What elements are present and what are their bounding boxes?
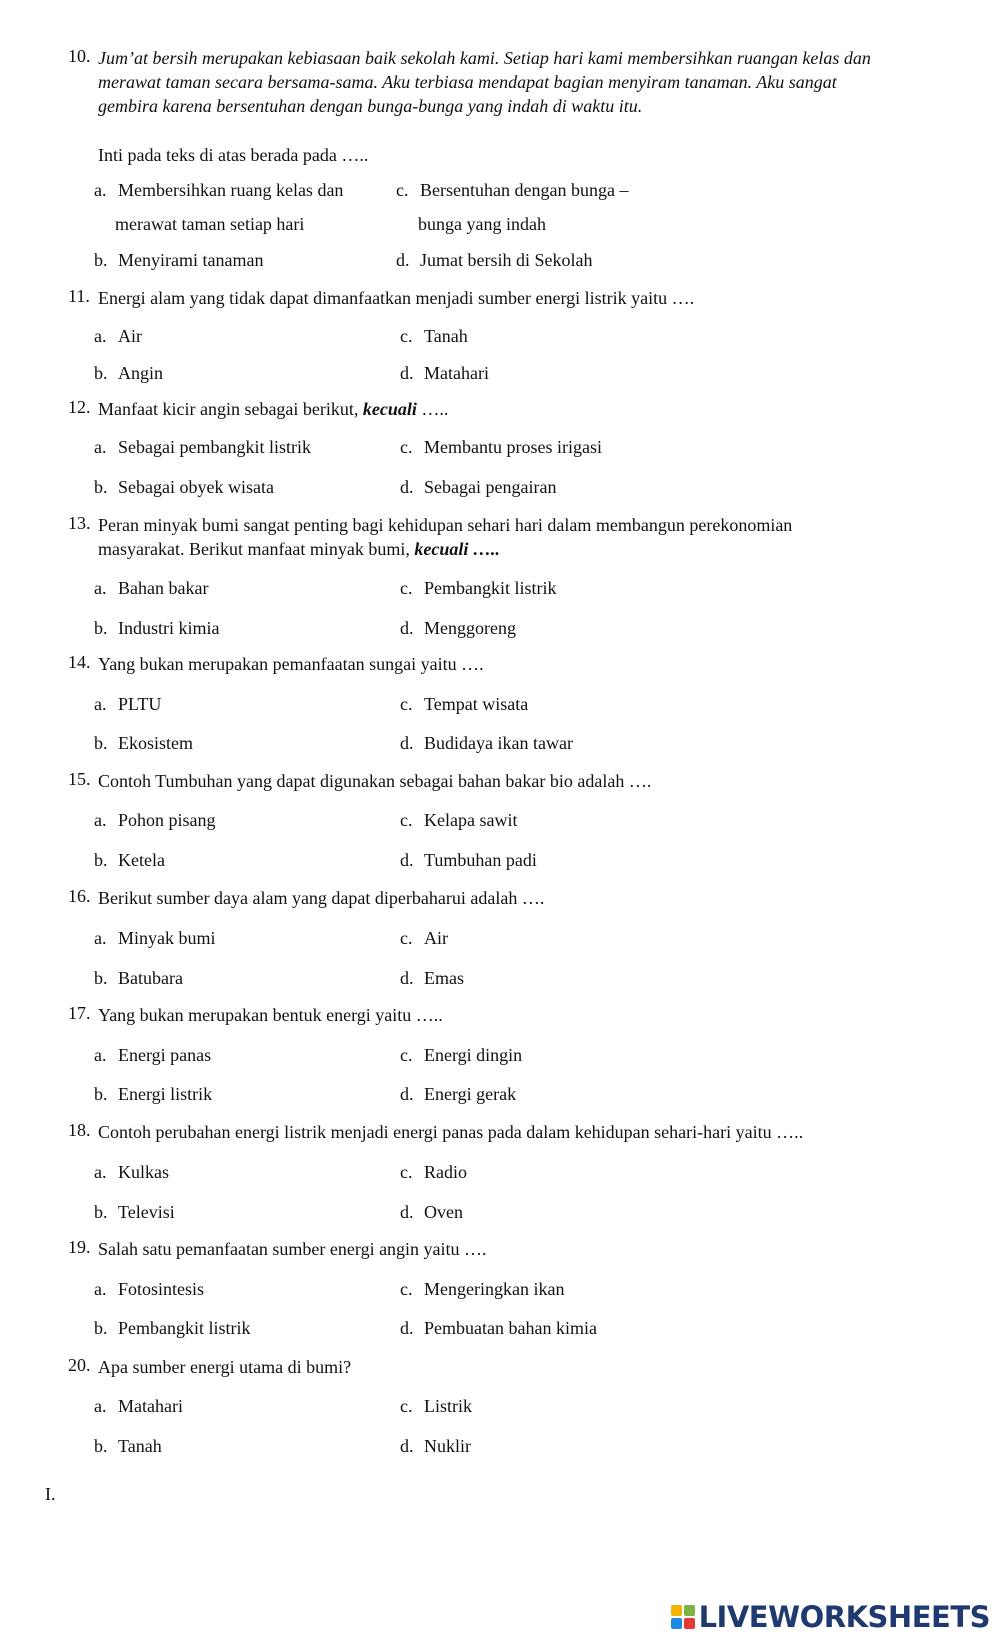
option-letter: b. xyxy=(94,1436,108,1456)
option-d xyxy=(400,1084,516,1105)
logo-text: LIVEWORKSHEETS xyxy=(698,1600,990,1634)
option-letter: c. xyxy=(400,694,413,714)
question-text-part: masyarakat. Berikut manfaat minyak bumi, xyxy=(98,539,415,559)
option-d xyxy=(400,733,573,754)
question-prompt: Inti pada teks di atas berada pada ….. xyxy=(98,145,369,165)
option-c xyxy=(400,1045,522,1066)
option-text: Mengeringkan ikan xyxy=(424,1279,565,1299)
question-text: Apa sumber energi utama di bumi? xyxy=(98,1357,352,1377)
option-letter: d. xyxy=(400,1318,414,1338)
option-a xyxy=(94,694,161,715)
option-d xyxy=(400,363,489,384)
option-text: Bahan bakar xyxy=(118,578,209,598)
option-b xyxy=(94,968,183,989)
question-text: Berikut sumber daya alam yang dapat diperbaharui adalah …. xyxy=(98,888,545,908)
emphasis-text: kecuali ….. xyxy=(414,539,500,559)
option-letter: d. xyxy=(400,477,414,497)
logo-square xyxy=(684,1618,695,1629)
option-letter: c. xyxy=(400,928,413,948)
liveworksheets-logo xyxy=(671,1600,990,1634)
option-text: Kulkas xyxy=(118,1162,169,1182)
option-b xyxy=(94,250,263,271)
question-text-line: Jum’at bersih merupakan kebiasaan baik sekolah kami. Setiap hari kami membersihkan ruangan kelas dan xyxy=(98,48,871,68)
option-b xyxy=(94,477,274,498)
option-a xyxy=(94,437,311,458)
option-c xyxy=(396,180,628,201)
option-c-continued: bunga yang indah xyxy=(418,214,546,234)
option-d xyxy=(400,968,464,989)
option-letter: c. xyxy=(400,810,413,830)
option-text: Membersihkan ruang kelas dan xyxy=(118,180,344,200)
option-letter: b. xyxy=(94,1202,108,1222)
option-d xyxy=(396,250,592,271)
option-text: Energi listrik xyxy=(118,1084,213,1104)
option-text: Energi dingin xyxy=(424,1045,523,1065)
option-letter: a. xyxy=(94,578,107,598)
option-text: Pembangkit listrik xyxy=(424,578,557,598)
option-c xyxy=(400,437,602,458)
question-text-part: ….. xyxy=(416,399,449,419)
option-letter: a. xyxy=(94,1396,107,1416)
option-letter: c. xyxy=(400,1396,413,1416)
option-text: Kelapa sawit xyxy=(424,810,518,830)
question-text-part: Manfaat kicir angin sebagai berikut, xyxy=(98,399,363,419)
option-c xyxy=(400,694,528,715)
question-number: 16. xyxy=(68,886,91,906)
logo-square xyxy=(684,1605,695,1616)
option-a xyxy=(94,928,216,949)
question-text-line: merawat taman secara bersama-sama. Aku terbiasa mendapat bagian menyiram tanaman. Aku sangat xyxy=(98,72,837,92)
option-d xyxy=(400,477,556,498)
option-letter: b. xyxy=(94,968,108,988)
option-b xyxy=(94,1318,251,1339)
option-text: Nuklir xyxy=(424,1436,471,1456)
option-text: Air xyxy=(118,326,142,346)
option-b xyxy=(94,618,220,639)
option-text: Jumat bersih di Sekolah xyxy=(420,250,593,270)
question-text-line xyxy=(98,537,500,561)
question-text: Energi alam yang tidak dapat dimanfaatkan menjadi sumber energi listrik yaitu …. xyxy=(98,288,695,308)
option-text: Listrik xyxy=(424,1396,472,1416)
option-c xyxy=(400,1396,472,1417)
option-letter: b. xyxy=(94,363,108,383)
option-text: Membantu proses irigasi xyxy=(424,437,602,457)
option-letter: d. xyxy=(400,1084,414,1104)
option-letter: d. xyxy=(400,618,414,638)
option-a-continued: merawat taman setiap hari xyxy=(115,214,305,234)
question-number: 15. xyxy=(68,769,91,789)
question-number: 20. xyxy=(68,1355,91,1375)
option-text: Pohon pisang xyxy=(118,810,216,830)
option-b xyxy=(94,1436,162,1457)
option-text: Ketela xyxy=(118,850,165,870)
question-number: 14. xyxy=(68,652,91,672)
option-letter: a. xyxy=(94,694,107,714)
option-text: Bersentuhan dengan bunga – xyxy=(420,180,629,200)
question-number: 19. xyxy=(68,1237,91,1257)
option-letter: d. xyxy=(400,1202,414,1222)
option-text: Oven xyxy=(424,1202,463,1222)
option-d xyxy=(400,850,537,871)
question-text-line: Peran minyak bumi sangat penting bagi kehidupan sehari hari dalam membangun perekonomian xyxy=(98,515,793,535)
option-a xyxy=(94,326,142,347)
option-letter: c. xyxy=(396,180,409,200)
option-text: Emas xyxy=(424,968,464,988)
option-b xyxy=(94,733,193,754)
option-letter: a. xyxy=(94,1279,107,1299)
option-b xyxy=(94,1202,175,1223)
option-text: Matahari xyxy=(118,1396,183,1416)
option-a xyxy=(94,1396,183,1417)
option-text: Energi gerak xyxy=(424,1084,517,1104)
question-text xyxy=(98,397,448,421)
option-d xyxy=(400,618,516,639)
option-a xyxy=(94,1162,169,1183)
option-letter: a. xyxy=(94,1045,107,1065)
option-letter: d. xyxy=(400,968,414,988)
option-letter: a. xyxy=(94,326,107,346)
option-text: Pembuatan bahan kimia xyxy=(424,1318,597,1338)
option-text: Pembangkit listrik xyxy=(118,1318,251,1338)
option-letter: b. xyxy=(94,477,108,497)
option-letter: d. xyxy=(400,363,414,383)
option-a xyxy=(94,1045,211,1066)
option-c xyxy=(400,1162,467,1183)
option-b xyxy=(94,850,165,871)
option-text: Minyak bumi xyxy=(118,928,216,948)
option-a xyxy=(94,1279,204,1300)
logo-square xyxy=(671,1605,682,1616)
option-letter: c. xyxy=(400,578,413,598)
option-a xyxy=(94,810,216,831)
option-text: Sebagai pembangkit listrik xyxy=(118,437,311,457)
liveworksheets-grid-icon xyxy=(671,1605,695,1629)
logo-square xyxy=(671,1618,682,1629)
question-number: 18. xyxy=(68,1120,91,1140)
option-letter: b. xyxy=(94,250,108,270)
question-number: 12. xyxy=(68,397,91,417)
option-c xyxy=(400,578,557,599)
option-text: Tanah xyxy=(424,326,468,346)
question-number: 11. xyxy=(68,286,90,306)
option-letter: a. xyxy=(94,180,107,200)
option-text: Radio xyxy=(424,1162,467,1182)
option-text: Sebagai pengairan xyxy=(424,477,557,497)
option-text: Industri kimia xyxy=(118,618,220,638)
option-d xyxy=(400,1318,597,1339)
option-text: Energi panas xyxy=(118,1045,212,1065)
option-text: Televisi xyxy=(118,1202,175,1222)
option-letter: b. xyxy=(94,618,108,638)
option-text: Tumbuhan padi xyxy=(424,850,537,870)
option-text: Air xyxy=(424,928,448,948)
option-text: Fotosintesis xyxy=(118,1279,205,1299)
option-letter: c. xyxy=(400,1279,413,1299)
option-letter: a. xyxy=(94,810,107,830)
question-text: Yang bukan merupakan pemanfaatan sungai yaitu …. xyxy=(98,654,484,674)
option-letter: d. xyxy=(400,733,414,753)
option-letter: a. xyxy=(94,437,107,457)
option-text: Tanah xyxy=(118,1436,162,1456)
question-number: 13. xyxy=(68,513,91,533)
option-d xyxy=(400,1436,471,1457)
option-letter: a. xyxy=(94,928,107,948)
option-letter: c. xyxy=(400,1045,413,1065)
option-text: Batubara xyxy=(118,968,183,988)
option-letter: b. xyxy=(94,1084,108,1104)
option-letter: a. xyxy=(94,1162,107,1182)
option-text: Menyirami tanaman xyxy=(118,250,264,270)
option-c xyxy=(400,1279,564,1300)
option-b xyxy=(94,1084,212,1105)
option-c xyxy=(400,326,468,347)
option-text: Matahari xyxy=(424,363,489,383)
option-b xyxy=(94,363,163,384)
emphasis-text: kecuali xyxy=(362,399,417,419)
question-text: Salah satu pemanfaatan sumber energi angin yaitu …. xyxy=(98,1239,487,1259)
option-letter: c. xyxy=(400,1162,413,1182)
option-c xyxy=(400,810,517,831)
question-text: Yang bukan merupakan bentuk energi yaitu ….. xyxy=(98,1005,443,1025)
option-a xyxy=(94,578,208,599)
option-letter: b. xyxy=(94,733,108,753)
option-text: Sebagai obyek wisata xyxy=(118,477,274,497)
option-a xyxy=(94,180,343,201)
option-letter: b. xyxy=(94,850,108,870)
option-text: Ekosistem xyxy=(118,733,193,753)
option-letter: d. xyxy=(396,250,410,270)
option-letter: c. xyxy=(400,437,413,457)
option-text: Tempat wisata xyxy=(424,694,529,714)
option-letter: c. xyxy=(400,326,413,346)
option-c xyxy=(400,928,448,949)
option-letter: b. xyxy=(94,1318,108,1338)
question-text-line: gembira karena bersentuhan dengan bunga-bunga yang indah di waktu itu. xyxy=(98,96,643,116)
section-marker: I. xyxy=(45,1484,56,1504)
question-text: Contoh perubahan energi listrik menjadi energi panas pada dalam kehidupan sehari-hari yaitu ….. xyxy=(98,1122,804,1142)
question-number: 10. xyxy=(68,46,91,66)
option-d xyxy=(400,1202,463,1223)
option-text: Angin xyxy=(118,363,163,383)
option-letter: d. xyxy=(400,1436,414,1456)
option-text: Budidaya ikan tawar xyxy=(424,733,573,753)
question-number: 17. xyxy=(68,1003,91,1023)
option-text: Menggoreng xyxy=(424,618,516,638)
option-letter: d. xyxy=(400,850,414,870)
question-text: Contoh Tumbuhan yang dapat digunakan sebagai bahan bakar bio adalah …. xyxy=(98,771,652,791)
option-text: PLTU xyxy=(118,694,162,714)
